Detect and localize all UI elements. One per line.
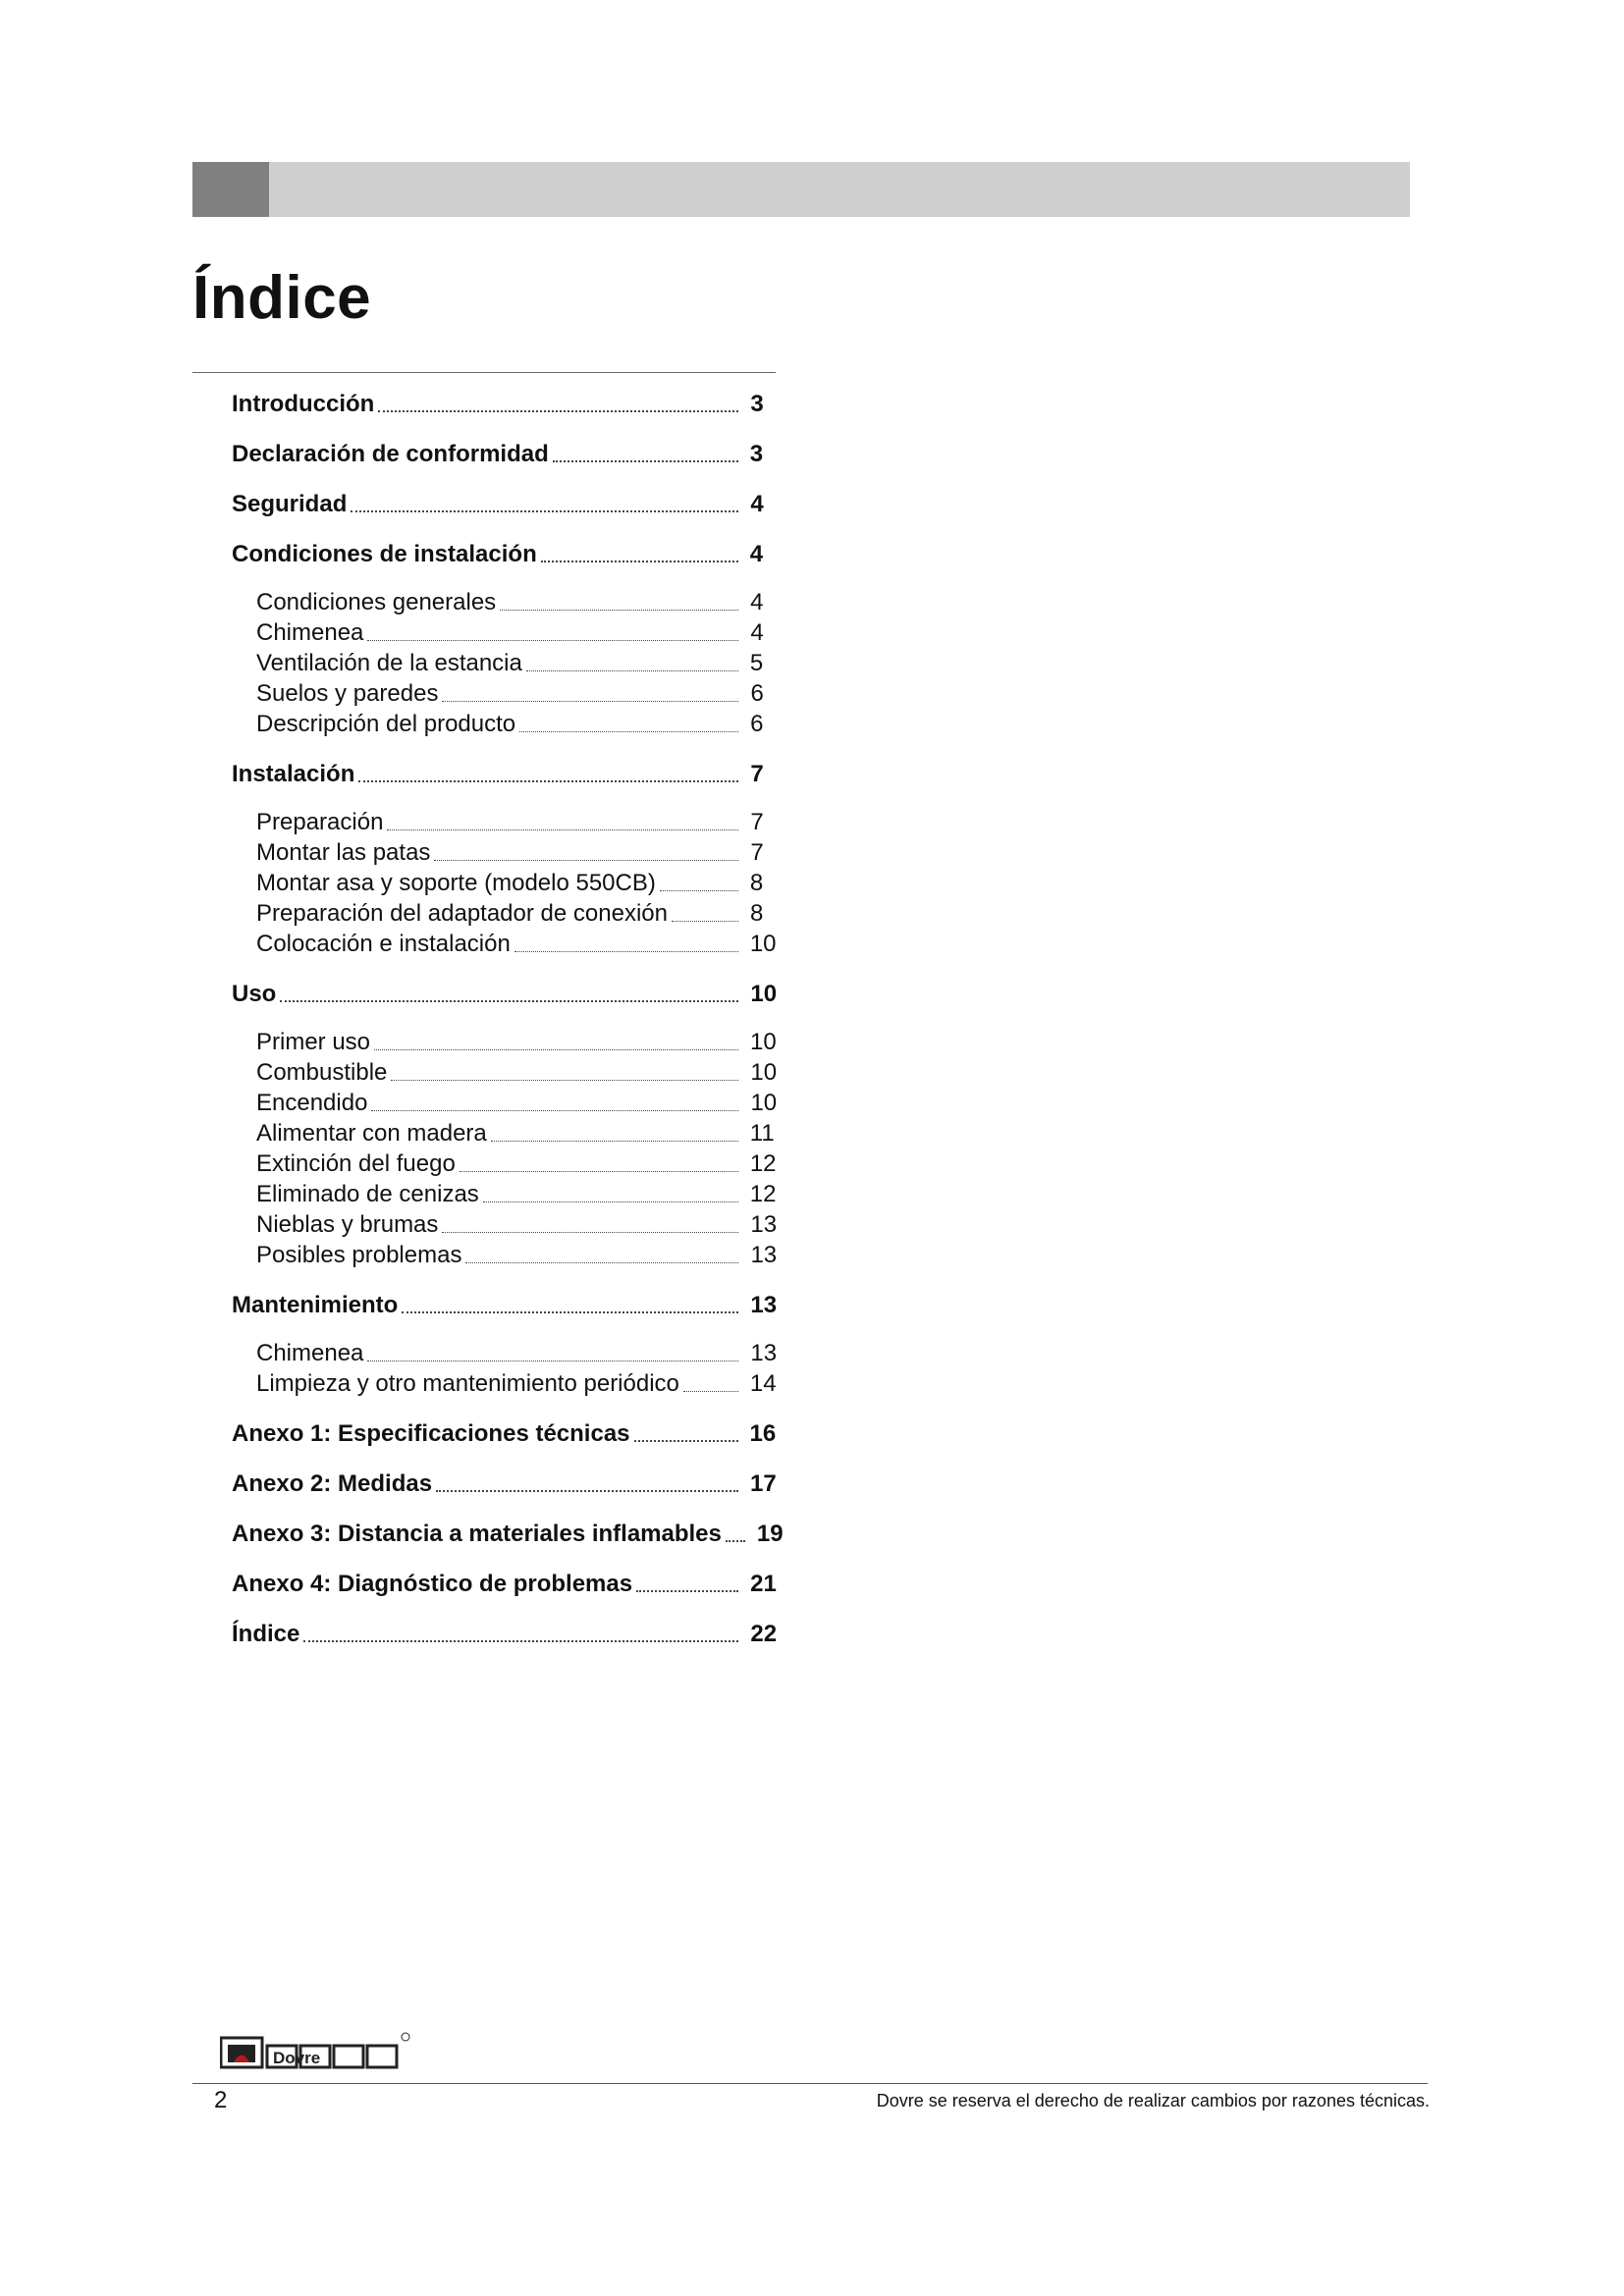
footer-rule xyxy=(192,2083,1428,2084)
toc-subentry[interactable] xyxy=(232,837,860,868)
toc-entry-label: Mantenimiento xyxy=(232,1292,399,1318)
toc-entry-label: Montar asa y soporte (modelo 550CB) xyxy=(256,870,656,896)
toc-entry-label: Introducción xyxy=(232,391,375,417)
toc-entry[interactable] xyxy=(232,539,860,569)
toc-page-number: 3 xyxy=(750,391,764,417)
toc-page-number: 13 xyxy=(750,1292,778,1318)
table-of-contents xyxy=(232,389,860,1649)
toc-entry-label: Eliminado de cenizas xyxy=(256,1181,479,1207)
toc-dot-leader xyxy=(436,1489,738,1492)
toc-page-number: 13 xyxy=(750,1340,778,1366)
toc-page-number: 10 xyxy=(750,1059,778,1086)
toc-page-number: 5 xyxy=(749,650,764,676)
toc-dot-leader xyxy=(541,560,738,562)
toc-entry-label: Condiciones generales xyxy=(256,589,497,615)
toc-page-number: 21 xyxy=(750,1571,777,1597)
toc-subentry[interactable] xyxy=(232,1027,860,1057)
toc-page-number: 6 xyxy=(750,680,764,707)
header-band xyxy=(192,162,1410,217)
toc-entry-label: Posibles problemas xyxy=(256,1242,462,1268)
toc-entry-label: Anexo 2: Medidas xyxy=(232,1470,433,1497)
toc-page-number: 22 xyxy=(750,1621,778,1647)
page-number: 2 xyxy=(214,2087,228,2113)
toc-page-number: 10 xyxy=(750,1090,778,1116)
toc-subentry[interactable] xyxy=(232,1240,860,1270)
toc-page-number: 4 xyxy=(750,589,764,615)
toc-subentry[interactable] xyxy=(232,807,860,837)
toc-entry[interactable] xyxy=(232,979,860,1009)
toc-dot-leader xyxy=(672,920,738,922)
toc-entry-label: Suelos y paredes xyxy=(256,680,439,707)
toc-subentry[interactable] xyxy=(232,587,860,617)
toc-entry-label: Combustible xyxy=(256,1059,388,1086)
toc-entry[interactable] xyxy=(232,1468,860,1499)
toc-dot-leader xyxy=(351,509,738,512)
toc-entry-label: Montar las patas xyxy=(256,839,431,866)
toc-page-number: 7 xyxy=(750,761,764,787)
toc-entry[interactable] xyxy=(232,389,860,419)
toc-subentry[interactable] xyxy=(232,1148,860,1179)
toc-dot-leader xyxy=(465,1261,738,1263)
toc-dot-leader xyxy=(442,700,738,702)
toc-entry-label: Preparación del adaptador de conexión xyxy=(256,900,668,927)
toc-entry-label: Chimenea xyxy=(256,619,364,646)
toc-entry-label: Colocación e instalación xyxy=(256,931,511,957)
toc-entry-label: Seguridad xyxy=(232,491,348,517)
toc-dot-leader xyxy=(371,1109,738,1111)
toc-entry-label: Chimenea xyxy=(256,1340,364,1366)
footer-disclaimer: Dovre se reserva el derecho de realizar cambios por razones técnicas. xyxy=(876,2091,1430,2110)
toc-page-number: 4 xyxy=(749,541,764,567)
toc-dot-leader xyxy=(683,1390,738,1392)
toc-page-number: 17 xyxy=(750,1470,777,1497)
toc-page-number: 8 xyxy=(749,900,764,927)
toc-page-number: 10 xyxy=(749,931,777,957)
toc-page-number: 13 xyxy=(750,1211,778,1238)
toc-dot-leader xyxy=(442,1231,738,1233)
toc-dot-leader xyxy=(391,1079,738,1081)
toc-entry-label: Condiciones de instalación xyxy=(232,541,537,567)
toc-entry[interactable] xyxy=(232,1290,860,1320)
toc-entry[interactable] xyxy=(232,759,860,789)
toc-entry-label: Ventilación de la estancia xyxy=(256,650,522,676)
toc-dot-leader xyxy=(483,1201,738,1202)
toc-dot-leader xyxy=(553,459,738,462)
toc-dot-leader xyxy=(280,999,738,1002)
toc-dot-leader xyxy=(402,1310,738,1313)
toc-subentry[interactable] xyxy=(232,1088,860,1118)
toc-entry-label: Anexo 1: Especificaciones técnicas xyxy=(232,1420,630,1447)
toc-entry[interactable] xyxy=(232,1519,860,1549)
logo-text: Dovre xyxy=(273,2049,321,2067)
toc-entry-label: Primer uso xyxy=(256,1029,371,1055)
toc-page-number: 13 xyxy=(750,1242,778,1268)
toc-page-number: 8 xyxy=(749,870,764,896)
toc-subentry[interactable] xyxy=(232,1118,860,1148)
toc-subentry[interactable] xyxy=(232,709,860,739)
toc-entry-label: Encendido xyxy=(256,1090,368,1116)
toc-entry-label: Descripción del producto xyxy=(256,711,516,737)
toc-dot-leader xyxy=(358,779,738,782)
toc-entry-label: Extinción del fuego xyxy=(256,1150,456,1177)
toc-dot-leader xyxy=(367,639,738,641)
toc-subentry[interactable] xyxy=(232,1338,860,1368)
page-title: Índice xyxy=(192,264,372,332)
title-rule xyxy=(192,372,776,373)
toc-subentry[interactable] xyxy=(232,1179,860,1209)
toc-entry[interactable] xyxy=(232,1569,860,1599)
toc-dot-leader xyxy=(434,859,738,861)
toc-dot-leader xyxy=(387,828,738,830)
toc-entry-label: Instalación xyxy=(232,761,355,787)
toc-page-number: 7 xyxy=(750,839,764,866)
toc-entry-label: Anexo 4: Diagnóstico de problemas xyxy=(232,1571,633,1597)
toc-entry-label: Preparación xyxy=(256,809,384,835)
toc-subentry[interactable] xyxy=(232,617,860,648)
toc-dot-leader xyxy=(374,1048,738,1050)
toc-entry-label: Limpieza y otro mantenimiento periódico xyxy=(256,1370,679,1397)
toc-entry-label: Anexo 3: Distancia a materiales inflamables xyxy=(232,1521,722,1547)
toc-dot-leader xyxy=(636,1589,738,1592)
toc-dot-leader xyxy=(378,409,738,412)
toc-subentry[interactable] xyxy=(232,929,860,959)
toc-entry[interactable] xyxy=(232,1619,860,1649)
toc-page-number: 12 xyxy=(749,1150,777,1177)
toc-page-number: 14 xyxy=(749,1370,777,1397)
toc-dot-leader xyxy=(660,889,738,891)
toc-subentry[interactable] xyxy=(232,1057,860,1088)
toc-subentry[interactable] xyxy=(232,648,860,678)
toc-dot-leader xyxy=(303,1639,738,1642)
toc-dot-leader xyxy=(634,1439,738,1442)
toc-page-number: 4 xyxy=(750,619,764,646)
toc-page-number: 6 xyxy=(750,711,764,737)
toc-dot-leader xyxy=(726,1539,745,1542)
toc-subentry[interactable] xyxy=(232,1209,860,1240)
dovre-logo xyxy=(220,2032,412,2069)
toc-entry-label: Nieblas y brumas xyxy=(256,1211,439,1238)
toc-entry-label: Alimentar con madera xyxy=(256,1120,487,1147)
toc-subentry[interactable] xyxy=(232,868,860,898)
toc-dot-leader xyxy=(526,669,738,671)
toc-entry[interactable] xyxy=(232,1418,860,1449)
toc-dot-leader xyxy=(519,730,738,732)
toc-page-number: 10 xyxy=(750,1029,777,1055)
toc-page-number: 11 xyxy=(749,1120,775,1147)
toc-entry-label: Uso xyxy=(232,981,277,1007)
toc-dot-leader xyxy=(514,950,738,952)
toc-page-number: 3 xyxy=(749,441,764,467)
toc-dot-leader xyxy=(491,1140,738,1142)
toc-entry-label: Índice xyxy=(232,1621,300,1647)
toc-entry[interactable] xyxy=(232,489,860,519)
toc-entry[interactable] xyxy=(232,439,860,469)
toc-page-number: 19 xyxy=(756,1521,784,1547)
toc-page-number: 16 xyxy=(749,1420,777,1447)
toc-dot-leader xyxy=(500,609,738,611)
toc-page-number: 12 xyxy=(749,1181,777,1207)
toc-entry-label: Declaración de conformidad xyxy=(232,441,549,467)
toc-subentry[interactable] xyxy=(232,678,860,709)
toc-page-number: 4 xyxy=(750,491,764,517)
toc-page-number: 7 xyxy=(750,809,764,835)
header-accent-block xyxy=(192,162,269,217)
toc-dot-leader xyxy=(367,1360,738,1362)
toc-page-number: 10 xyxy=(750,981,778,1007)
toc-dot-leader xyxy=(460,1170,738,1172)
toc-subentry[interactable] xyxy=(232,898,860,929)
toc-subentry[interactable] xyxy=(232,1368,860,1399)
